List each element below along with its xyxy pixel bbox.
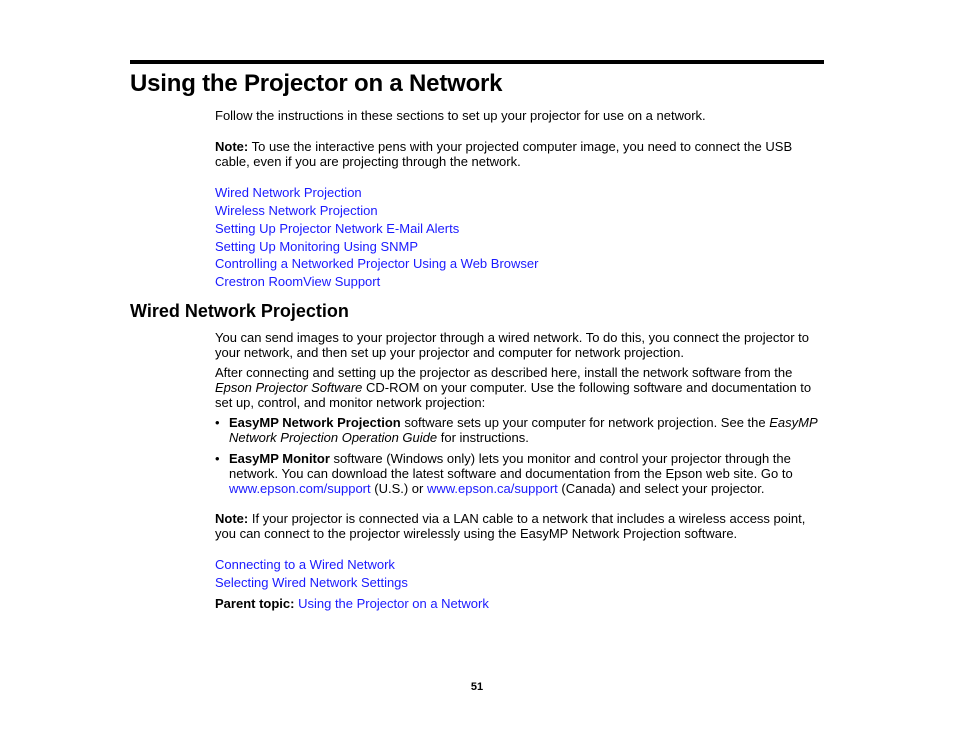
note-label: Note: [215, 139, 249, 154]
parent-topic [215, 596, 825, 611]
page-number: 51 [470, 681, 484, 693]
link-parent-topic[interactable]: Using the Projector on a Network [298, 596, 489, 611]
bullet1-guide-name: EasyMP Network Projection Operation Guide [229, 415, 818, 445]
link-epson-com-support[interactable]: www.epson.com/support [229, 481, 371, 496]
link-wired-network-projection[interactable]: Wired Network Projection [215, 185, 362, 200]
link-selecting-wired-settings[interactable]: Selecting Wired Network Settings [215, 575, 408, 590]
bullet-easymp-monitor [229, 451, 825, 496]
note2-label: Note: [215, 511, 249, 526]
bullet2-text-b: (U.S.) or [370, 481, 427, 496]
software-install-text [215, 365, 825, 410]
bullet2-text-c: (Canada) and select your projector. [557, 481, 765, 496]
link-connecting-wired-network[interactable]: Connecting to a Wired Network [215, 557, 395, 572]
section-title: Wired Network Projection [130, 301, 349, 321]
wired-intro-text: You can send images to your projector through a wired network. To do this, you connect the projector to your network, and then set up your projector and computer for network projection. [215, 330, 810, 360]
bullet2-text-a: software (Windows only) lets you monitor and control your projector through the network. You can download the latest software and documentation from the Epson web site. Go to [229, 451, 793, 481]
link-crestron[interactable]: Crestron RoomView Support [215, 274, 381, 289]
note-usb [215, 139, 825, 169]
bullet1-text-b: for instructions. [437, 430, 529, 445]
software-install-text-b: CD-ROM on your computer. Use the following software and documentation to set up, control, and monitor network projection: [215, 380, 812, 410]
bullet-marker: • [215, 415, 220, 430]
bullet-easymp-network-projection [229, 415, 825, 445]
intro-text: Follow the instructions in these sections to set up your projector for use on a network. [215, 108, 706, 123]
bullet1-text-a: software sets up your computer for network projection. See the [400, 415, 770, 430]
note-text: To use the interactive pens with your projected computer image, you need to connect the USB cable, even if you are projecting through the network. [215, 139, 793, 169]
link-web-browser[interactable]: Controlling a Networked Projector Using a Web Browser [215, 256, 539, 271]
note2-text: If your projector is connected via a LAN cable to a network that includes a wireless access point, you can connect to the projector wirelessly using the EasyMP Network Projection software. [215, 511, 806, 541]
bullet2-bold: EasyMP Monitor [229, 451, 330, 466]
link-wireless-network-projection[interactable]: Wireless Network Projection [215, 203, 378, 218]
title-rule [130, 60, 824, 64]
link-epson-ca-support[interactable]: www.epson.ca/support [426, 481, 558, 496]
link-email-alerts[interactable]: Setting Up Projector Network E-Mail Alerts [215, 221, 460, 236]
bullet-marker: • [215, 451, 220, 466]
bullet1-bold: EasyMP Network Projection [229, 415, 401, 430]
page-title: Using the Projector on a Network [130, 70, 503, 97]
link-snmp[interactable]: Setting Up Monitoring Using SNMP [215, 239, 419, 254]
note-lan-wireless [215, 511, 825, 541]
software-install-text-a: After connecting and setting up the projector as described here, install the network software from the [215, 365, 793, 380]
software-cd-name: Epson Projector Software [215, 380, 363, 395]
parent-topic-label: Parent topic: [215, 596, 295, 611]
